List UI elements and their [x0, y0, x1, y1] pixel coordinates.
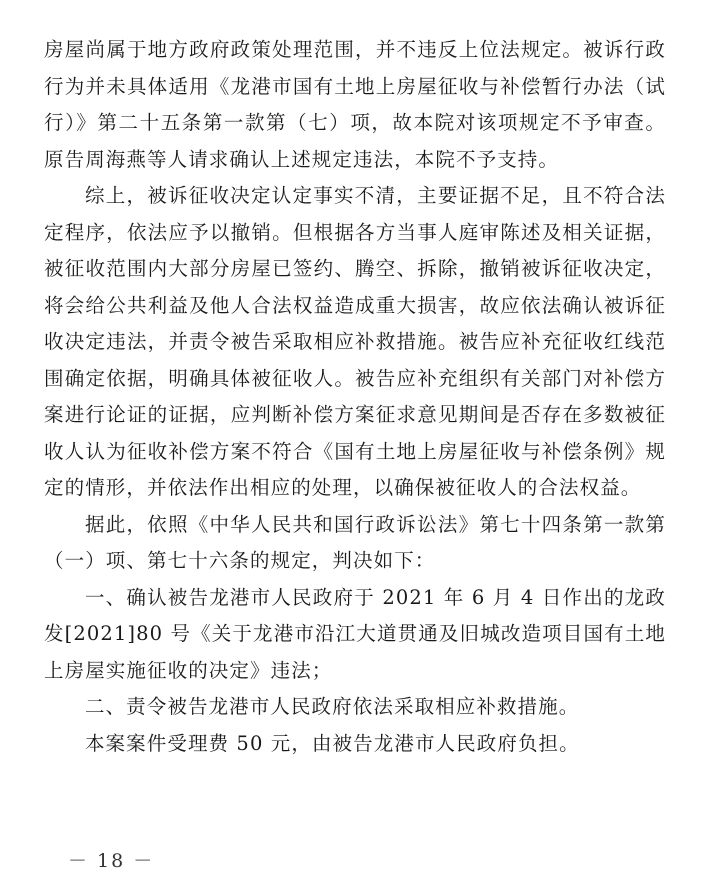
paragraph-summary: 综上，被诉征收决定认定事实不清，主要证据不足，且不符合法定程序，依法应予以撤销。但根据各方当事人庭审陈述及相关证据，被征收范围内大部分房屋已签约、腾空、拆除，撤销被诉征收决定，将会给公共利益及他人合法权益造成重大损害，故应依法确认被诉征收决定违法，并责令被告采取相应补救措施。被告应补充征收红线范围确定依据，明确具体被征收人。被告应补充组织有关部门对补偿方案进行论证的证据，应判断补偿方案征求意见期间是否存在多数被征收人认为征收补偿方案不符合《国有土地上房屋征收与补偿条例》规定的情形，并依法作出相应的处理，以确保被征收人的合法权益。 [44, 184, 666, 499]
paragraph-legal-basis: 据此，依照《中华人民共和国行政诉讼法》第七十四条第一款第（一）项、第七十六条的规定，判决如下： [44, 512, 666, 572]
paragraph-court-fee: 本案案件受理费 50 元，由被告龙港市人民政府负担。 [84, 731, 580, 755]
judgment-item-1: 一、确认被告龙港市人民政府于 2021 年 6 月 4 日作出的龙政发[2021]80 号《关于龙港市沿江大道贯通及旧城改造项目国有土地上房屋实施征收的决定》违法； [44, 585, 666, 682]
paragraph-review-conclusion: 房屋尚属于地方政府政策处理范围，并不违反上位法规定。被诉行政行为并未具体适用《龙港市国有土地上房屋征收与补偿暂行办法（试行）》第二十五条第一款第（七）项，故本院对该项规定不予审查。原告周海燕等人请求确认上述规定违法，本院不予支持。 [44, 38, 666, 171]
document-body [44, 32, 666, 762]
page-number: － 18 － [68, 850, 155, 872]
judgment-item-2: 二、责令被告龙港市人民政府依法采取相应补救措施。 [84, 695, 580, 718]
